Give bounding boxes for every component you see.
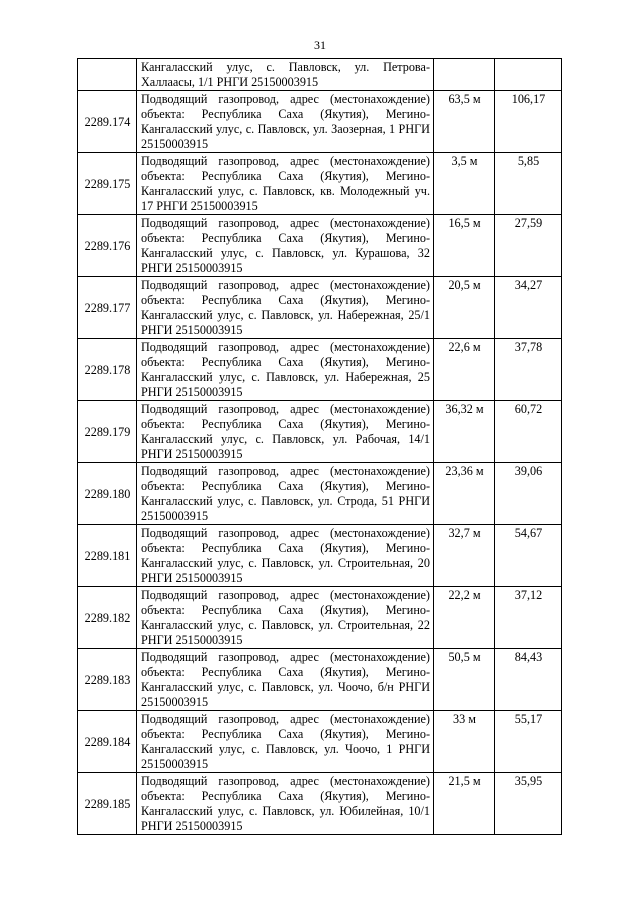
row-description-text: Подводящий газопровод, адрес (местонахождение) объекта: Республика Саха (Якутия), Мегино-Кангаласский улус, с. Павловск, ул. Заозерная, 1 РНГИ 25150003915 bbox=[141, 92, 430, 151]
row-number: 2289.176 bbox=[78, 215, 137, 277]
row-description bbox=[137, 463, 434, 525]
row-number: 2289.182 bbox=[78, 587, 137, 649]
row-cost bbox=[495, 59, 562, 91]
row-length: 20,5 м bbox=[434, 277, 495, 339]
row-description-text: Подводящий газопровод, адрес (местонахождение) объекта: Республика Саха (Якутия), Мегино-Кангаласский улус, с. Павловск, ул. Строда, 51 РНГИ 25150003915 bbox=[141, 464, 430, 523]
table-row bbox=[78, 215, 562, 277]
row-length bbox=[434, 59, 495, 91]
row-number: 2289.180 bbox=[78, 463, 137, 525]
row-length: 63,5 м bbox=[434, 91, 495, 153]
row-cost: 27,59 bbox=[495, 215, 562, 277]
row-description-text: Подводящий газопровод, адрес (местонахождение) объекта: Республика Саха (Якутия), Мегино-Кангаласский улус, с. Павловск, ул. Чоочо, б/н РНГИ 25150003915 bbox=[141, 650, 430, 709]
row-cost: 5,85 bbox=[495, 153, 562, 215]
row-description bbox=[137, 773, 434, 835]
row-cost: 37,78 bbox=[495, 339, 562, 401]
row-description-text: Подводящий газопровод, адрес (местонахождение) объекта: Республика Саха (Якутия), Мегино-Кангаласский улус, с. Павловск, ул. Строительная, 20 РНГИ 25150003915 bbox=[141, 526, 430, 585]
row-cost: 39,06 bbox=[495, 463, 562, 525]
table-row bbox=[78, 649, 562, 711]
row-length: 22,6 м bbox=[434, 339, 495, 401]
table-row bbox=[78, 153, 562, 215]
row-number: 2289.185 bbox=[78, 773, 137, 835]
row-number: 2289.174 bbox=[78, 91, 137, 153]
row-description bbox=[137, 649, 434, 711]
row-cost: 54,67 bbox=[495, 525, 562, 587]
table-row bbox=[78, 773, 562, 835]
row-description-text: Подводящий газопровод, адрес (местонахождение) объекта: Республика Саха (Якутия), Мегино-Кангаласский улус, с. Павловск, ул. Юбилейная, 10/1 РНГИ 25150003915 bbox=[141, 774, 430, 833]
row-length: 22,2 м bbox=[434, 587, 495, 649]
row-description-text: Подводящий газопровод, адрес (местонахождение) объекта: Республика Саха (Якутия), Мегино-Кангаласский улус, с. Павловск, ул. Курашова, 32 РНГИ 25150003915 bbox=[141, 216, 430, 275]
registry-table-body bbox=[78, 59, 562, 835]
registry-table bbox=[77, 58, 562, 835]
row-cost: 37,12 bbox=[495, 587, 562, 649]
row-description-text: Подводящий газопровод, адрес (местонахождение) объекта: Республика Саха (Якутия), Мегино-Кангаласский улус, с. Павловск, ул. Рабочая, 14/1 РНГИ 25150003915 bbox=[141, 402, 430, 461]
table-row bbox=[78, 711, 562, 773]
row-description bbox=[137, 59, 434, 91]
row-length: 32,7 м bbox=[434, 525, 495, 587]
row-length: 50,5 м bbox=[434, 649, 495, 711]
row-length: 36,32 м bbox=[434, 401, 495, 463]
row-number: 2289.177 bbox=[78, 277, 137, 339]
row-description bbox=[137, 91, 434, 153]
table-row bbox=[78, 339, 562, 401]
row-number: 2289.184 bbox=[78, 711, 137, 773]
row-number: 2289.175 bbox=[78, 153, 137, 215]
row-number: 2289.179 bbox=[78, 401, 137, 463]
row-cost: 106,17 bbox=[495, 91, 562, 153]
row-number: 2289.181 bbox=[78, 525, 137, 587]
row-description bbox=[137, 711, 434, 773]
row-description-text: Кангаласский улус, с. Павловск, ул. Петрова-Халлаасы, 1/1 РНГИ 25150003915 bbox=[141, 60, 430, 89]
table-row bbox=[78, 463, 562, 525]
table-row bbox=[78, 525, 562, 587]
row-description bbox=[137, 215, 434, 277]
table-row bbox=[78, 401, 562, 463]
table-row bbox=[78, 587, 562, 649]
row-description bbox=[137, 339, 434, 401]
row-length: 16,5 м bbox=[434, 215, 495, 277]
row-description bbox=[137, 587, 434, 649]
row-description-text: Подводящий газопровод, адрес (местонахождение) объекта: Республика Саха (Якутия), Мегино-Кангаласский улус, с. Павловск, кв. Молодежный уч. 17 РНГИ 25150003915 bbox=[141, 154, 430, 213]
table-row bbox=[78, 91, 562, 153]
row-length: 23,36 м bbox=[434, 463, 495, 525]
row-cost: 55,17 bbox=[495, 711, 562, 773]
row-number bbox=[78, 59, 137, 91]
row-description-text: Подводящий газопровод, адрес (местонахождение) объекта: Республика Саха (Якутия), Мегино-Кангаласский улус, с. Павловск, ул. Чоочо, 1 РНГИ 25150003915 bbox=[141, 712, 430, 771]
row-description bbox=[137, 401, 434, 463]
row-cost: 35,95 bbox=[495, 773, 562, 835]
page-number: 31 bbox=[314, 38, 326, 52]
row-length: 33 м bbox=[434, 711, 495, 773]
row-description-text: Подводящий газопровод, адрес (местонахождение) объекта: Республика Саха (Якутия), Мегино-Кангаласский улус, с. Павловск, ул. Набережная, 25 РНГИ 25150003915 bbox=[141, 340, 430, 399]
row-description bbox=[137, 277, 434, 339]
row-cost: 34,27 bbox=[495, 277, 562, 339]
row-number: 2289.178 bbox=[78, 339, 137, 401]
row-cost: 84,43 bbox=[495, 649, 562, 711]
row-description-text: Подводящий газопровод, адрес (местонахождение) объекта: Республика Саха (Якутия), Мегино-Кангаласский улус, с. Павловск, ул. Набережная, 25/1 РНГИ 25150003915 bbox=[141, 278, 430, 337]
table-row bbox=[78, 277, 562, 339]
row-length: 3,5 м bbox=[434, 153, 495, 215]
row-description bbox=[137, 153, 434, 215]
row-description bbox=[137, 525, 434, 587]
row-cost: 60,72 bbox=[495, 401, 562, 463]
row-length: 21,5 м bbox=[434, 773, 495, 835]
row-number: 2289.183 bbox=[78, 649, 137, 711]
table-row-continued bbox=[78, 59, 562, 91]
row-description-text: Подводящий газопровод, адрес (местонахождение) объекта: Республика Саха (Якутия), Мегино-Кангаласский улус, с. Павловск, ул. Строительная, 22 РНГИ 25150003915 bbox=[141, 588, 430, 647]
